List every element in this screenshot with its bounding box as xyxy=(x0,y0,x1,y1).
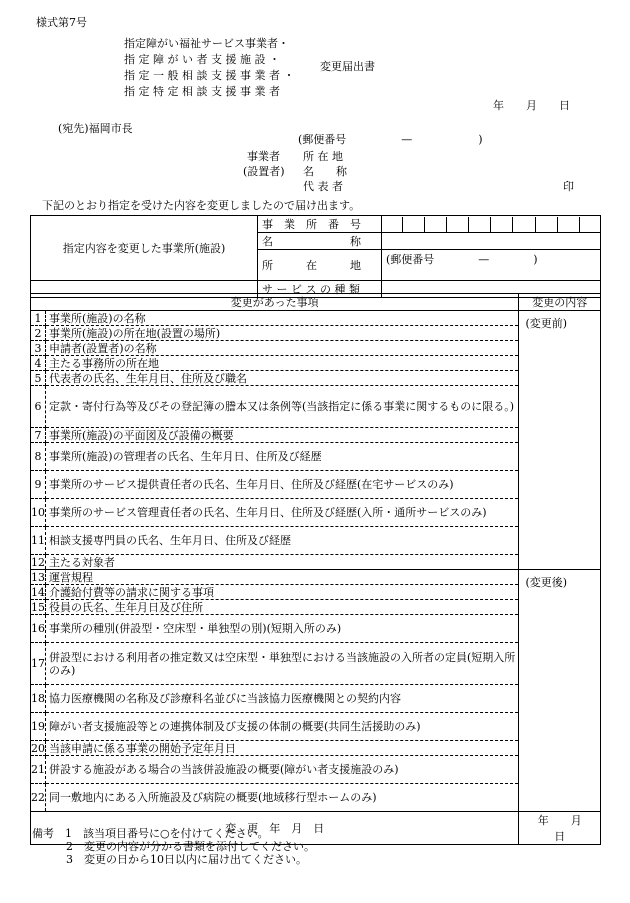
item-number[interactable]: 20 xyxy=(31,741,45,755)
intro-text: 下記のとおり指定を受けた内容を変更しましたので届け出ます。 xyxy=(42,199,361,212)
facility-postal-code[interactable]: (郵便番号 — ) xyxy=(382,250,601,281)
notes xyxy=(32,827,315,866)
change-item[interactable]: 同一敷地内にある入所施設及び病院の概要(地域移行型ホームのみ) xyxy=(46,784,519,812)
content-after[interactable] xyxy=(519,570,601,812)
note-item: 3 変更の日から10日以内に届け出てください。 xyxy=(66,853,307,866)
facility-address-label: 所 在 地 xyxy=(258,250,382,281)
business-type: 指 定 一 般 相 談 支 援 事 業 者 ・ xyxy=(124,69,295,82)
item-number[interactable]: 21 xyxy=(31,756,46,784)
note-item: 1 該当項目番号に○を付けてください。 xyxy=(65,827,269,840)
change-item[interactable]: 役員の氏名、生年月日及び住所 xyxy=(46,600,519,615)
name-field-label: 名 称 xyxy=(303,165,347,178)
item-number[interactable]: 5 xyxy=(31,371,46,386)
change-item[interactable]: 当該申請に係る事業の開始予定年月日 xyxy=(46,741,519,756)
change-item[interactable]: 相談支援専門員の氏名、生年月日、住所及び経歴 xyxy=(46,527,519,555)
business-type: 指 定 障 が い 者 支 援 施 設 ・ xyxy=(124,53,280,66)
facility-name-label: 名 称 xyxy=(258,233,382,250)
business-types xyxy=(124,36,294,100)
item-number[interactable]: 4 xyxy=(31,356,46,371)
change-item[interactable]: 併設する施設がある場合の当該併設施設の概要(障がい者支援施設のみ) xyxy=(46,756,519,784)
item-number[interactable]: 18 xyxy=(31,685,46,713)
item-number[interactable]: 6 xyxy=(31,386,46,428)
change-item[interactable]: 協力医療機関の名称及び診療科名並びに当該協力医療機関との契約内容 xyxy=(46,685,519,713)
facility-number-label: 事 業 所 番 号 xyxy=(258,216,382,233)
item-number[interactable]: 16 xyxy=(31,615,46,643)
item-number[interactable]: 2 xyxy=(31,326,46,341)
change-item[interactable]: 障がい者支援施設等との連携体制及び支援の体制の概要(共同生活援助のみ) xyxy=(46,713,519,741)
change-item[interactable]: 定款・寄付行為等及びその登記簿の謄本又は条例等(当該指定に係る事業に関するものに限る。) xyxy=(46,386,519,428)
item-number[interactable]: 17 xyxy=(31,643,46,685)
notes-label: 備考 xyxy=(32,827,54,840)
change-date-label: 変 更 年 月 日 xyxy=(31,812,519,845)
change-item[interactable]: 主たる事務所の所在地 xyxy=(46,356,519,371)
change-item[interactable]: 併設型における利用者の推定数又は空床型・単独型における当該施設の入所者の定員(短期入所のみ) xyxy=(46,643,519,685)
change-item[interactable]: 事業所のサービス管理責任者の氏名、生年月日、住所及び経歴(入所・通所サービスのみ) xyxy=(46,499,519,527)
change-date-value[interactable]: 年 月 日 xyxy=(519,812,601,845)
item-number[interactable]: 14 xyxy=(31,585,45,599)
change-content-header: 変更の内容 xyxy=(519,294,601,311)
item-number[interactable]: 1 xyxy=(31,311,46,326)
changed-items-header: 変更があった事項 xyxy=(31,294,519,311)
facility-table xyxy=(30,215,601,298)
change-item[interactable]: 事業所(施設)の所在地(設置の場所) xyxy=(46,326,519,341)
applicant-label: 事業者 xyxy=(247,150,280,163)
change-item[interactable]: 事業所(施設)の平面図及び設備の概要 xyxy=(46,428,519,443)
submission-date[interactable]: 年 月 日 xyxy=(493,99,570,112)
item-number[interactable]: 10 xyxy=(31,499,46,527)
item-number[interactable]: 12 xyxy=(31,555,45,569)
item-number[interactable]: 19 xyxy=(31,713,46,741)
change-item[interactable]: 主たる対象者 xyxy=(46,555,519,570)
changes-table xyxy=(30,293,604,845)
change-item[interactable]: 事業所(施設)の管理者の氏名、生年月日、住所及び経歴 xyxy=(46,443,519,471)
item-number[interactable]: 8 xyxy=(31,443,46,471)
representative-field-label: 代 表 者 xyxy=(303,180,343,193)
founder-label: (設置者) xyxy=(243,165,285,178)
business-type: 指 定 特 定 相 談 支 援 事 業 者 xyxy=(124,85,280,98)
after-label: (変更後) xyxy=(525,576,568,589)
item-number[interactable]: 22 xyxy=(31,784,46,812)
item-number[interactable]: 15 xyxy=(31,600,45,614)
item-number[interactable]: 9 xyxy=(31,471,46,499)
facility-section-label: 指定内容を変更した事業所(施設) xyxy=(31,216,258,281)
change-item[interactable]: 代表者の氏名、生年月日、住所及び職名 xyxy=(46,371,519,386)
content-before[interactable] xyxy=(519,311,601,570)
change-item[interactable]: 申請者(設置者)の名称 xyxy=(46,341,519,356)
address-field-label: 所 在 地 xyxy=(303,150,343,163)
change-item[interactable]: 運営規程 xyxy=(46,570,519,585)
item-number[interactable]: 7 xyxy=(31,428,46,443)
applicant-postal-code[interactable]: (郵便番号 — ) xyxy=(298,133,483,146)
item-number[interactable]: 11 xyxy=(31,527,46,555)
document-title: 変更届出書 xyxy=(320,60,375,73)
change-item[interactable]: 事業所(施設)の名称 xyxy=(46,311,519,326)
item-number[interactable]: 3 xyxy=(31,341,46,356)
facility-name-value[interactable] xyxy=(382,233,601,250)
form-number: 様式第7号 xyxy=(36,16,87,29)
seal-mark: 印 xyxy=(563,180,574,193)
addressee: (宛先)福岡市長 xyxy=(58,122,133,135)
business-type: 指定障がい福祉サービス事業者・ xyxy=(124,37,289,50)
change-item[interactable]: 事業所のサービス提供責任者の氏名、生年月日、住所及び経歴(在宅サービスのみ) xyxy=(46,471,519,499)
before-label: (変更前) xyxy=(525,317,568,330)
facility-number-boxes[interactable] xyxy=(382,216,601,233)
change-item[interactable]: 介護給付費等の請求に関する事項 xyxy=(46,585,519,600)
note-item: 2 変更の内容が分かる書類を添付してください。 xyxy=(66,840,315,853)
service-type-label: サ ー ビ ス の 種 類 xyxy=(258,281,382,298)
change-item[interactable]: 事業所の種別(併設型・空床型・単独型の別)(短期入所のみ) xyxy=(46,615,519,643)
item-number[interactable]: 13 xyxy=(31,570,45,584)
